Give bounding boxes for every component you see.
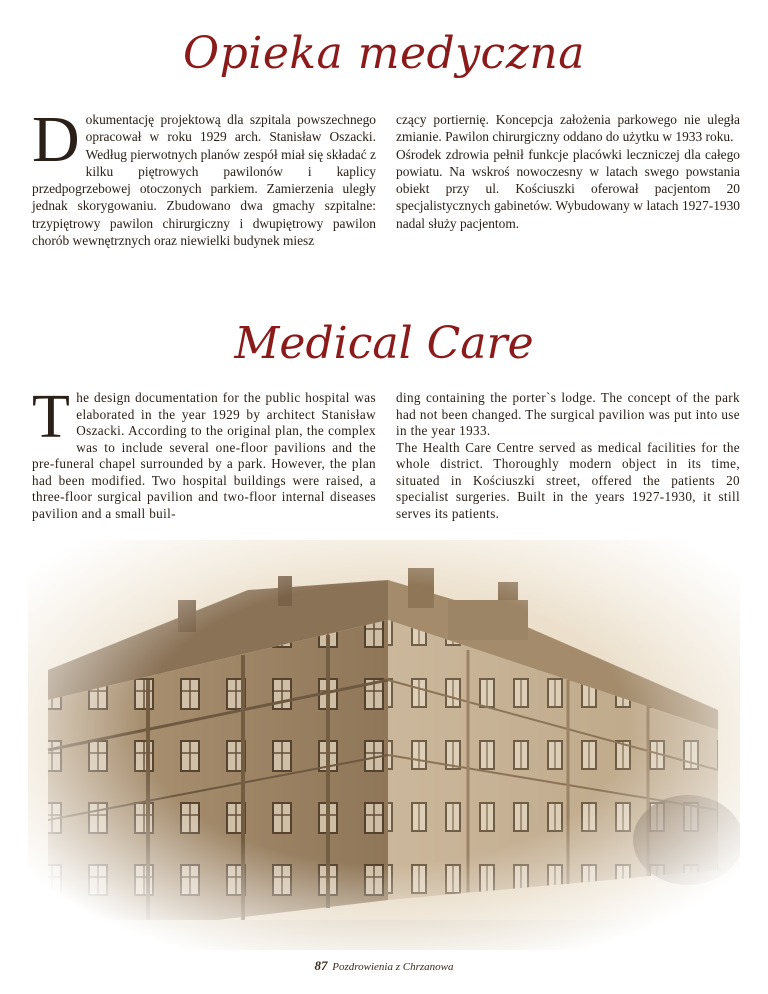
page-number: 87 xyxy=(314,958,328,973)
english-dropcap: T xyxy=(32,383,71,451)
english-title: Medical Care xyxy=(234,318,534,369)
english-right-text-2: The Health Care Centre served as medical facilities for the whole district. Thoroughly modern object in its time, situated in Kościuszki street, offered the patients 20 specialist surgeries. Built in the years 1927-1930, it still serves its patients. xyxy=(396,439,740,521)
polish-right-column xyxy=(396,111,740,232)
page-footer xyxy=(0,958,768,974)
polish-left-column xyxy=(32,103,376,249)
english-right-text-continued: ding containing the porter`s lodge. The concept of the park had not been changed. The surgical pavilion was put into use in the year 1933. xyxy=(396,390,740,438)
english-right-column xyxy=(396,390,740,522)
english-left-text: he design documentation for the public hospital was elaborated in the year 1929 by architect Stanisław Oszacki. According to the original plan, the complex was to include several one-floor pavilions and the pre-funeral chapel surrounded by a park. However, the plan had been modified. Two hospital buildings were raised, a three-floor surgical pavilion and two-floor internal diseases pavilion and a small buil- xyxy=(32,390,376,521)
publication-name: Pozdrowienia z Chrzanowa xyxy=(332,961,454,973)
polish-right-text-2: Ośrodek zdrowia pełnił funkcje placówki leczniczej dla całego powiatu. Na wskroś nowoczesny w latach swego powstania obiekt przy ul. Kościuszki oferował pacjentom 20 specjalistycznych gabinetów. Wybudowany w latach 1927-1930 nadal służy pacjentom. xyxy=(396,146,740,231)
english-left-column xyxy=(32,383,376,522)
polish-dropcap: D xyxy=(32,103,80,176)
polish-left-text: okumentację projektową dla szpitala powszechnego opracował w roku 1929 arch. Stanisław Oszacki. Według pierwotnych planów zespół miał się składać z kilku piętrowych pawilonów i kaplicy przedpogrzebowej otoczonych parkiem. Zamierzenia uległy jednak skorygowaniu. Zbudowano dwa gmachy szpitalne: trzypiętrowy pawilon chirurgiczny i dwupiętrowy pawilon chorób wewnętrznych oraz niewielki budynek miesz xyxy=(32,112,376,249)
polish-title: Opieka medyczna xyxy=(183,28,585,79)
hospital-building-photo xyxy=(28,540,740,950)
polish-right-text-continued: czący portiernię. Koncepcja założenia parkowego nie uległa zmianie. Pawilon chirurgiczny oddano do użytku w 1933 roku. xyxy=(396,112,740,145)
